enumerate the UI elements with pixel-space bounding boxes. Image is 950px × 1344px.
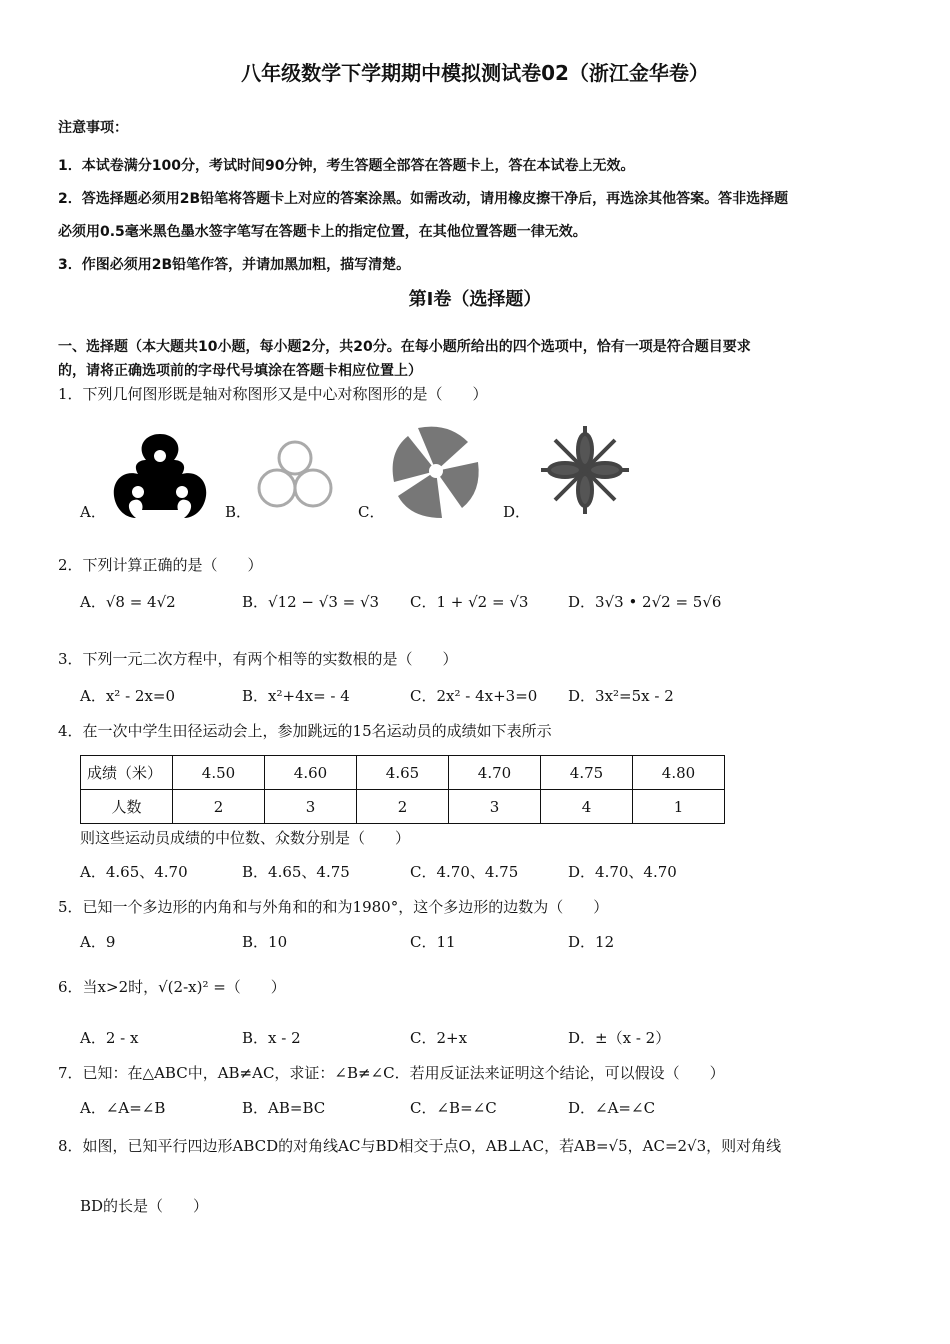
- option-d[interactable]: D．∠A=∠C: [568, 1099, 656, 1117]
- option-c[interactable]: C．4.70、4.75: [410, 863, 519, 881]
- table-cell: 4.65: [357, 756, 449, 790]
- score-table: [80, 755, 725, 824]
- page-title: 八年级数学下学期期中模拟测试卷02（浙江金华卷）: [241, 61, 709, 85]
- option-b[interactable]: B．√12 − √3 = √3: [242, 593, 380, 611]
- option-c[interactable]: C．: [358, 503, 385, 521]
- option-d[interactable]: D．: [503, 503, 531, 521]
- option-b[interactable]: B．x - 2: [242, 1029, 301, 1047]
- option-d[interactable]: D．±（x - 2）: [568, 1029, 671, 1047]
- option-d[interactable]: D．3√3 • 2√2 = 5√6: [568, 593, 722, 611]
- table-cell: 4.50: [173, 756, 265, 790]
- option-a[interactable]: A．9: [80, 933, 116, 951]
- option-a[interactable]: A．2 - x: [80, 1029, 139, 1047]
- table-cell: 4.60: [265, 756, 357, 790]
- notice-item: 2．答选择题必须用2B铅笔将答题卡上对应的答案涂黑。如需改动，请用橡皮擦干净后，再选涂其他答案。答非选择题: [58, 191, 789, 207]
- figure-d-snowflake-icon: [535, 420, 635, 520]
- notice-item: 必须用0.5毫米黑色墨水签字笔写在答题卡上的指定位置，在其他位置答题一律无效。: [58, 224, 587, 240]
- table-cell: 4.75: [541, 756, 633, 790]
- option-a[interactable]: A．4.65、4.70: [80, 863, 188, 881]
- table-cell: 4.80: [633, 756, 725, 790]
- question-8-stem-cont: BD的长是（ ）: [80, 1197, 209, 1215]
- option-a[interactable]: A．∠A=∠B: [80, 1099, 166, 1117]
- option-d[interactable]: D．3x²=5x - 2: [568, 687, 674, 705]
- question-5-stem: 5．已知一个多边形的内角和与外角和的和为1980°，这个多边形的边数为（ ）: [58, 898, 609, 916]
- table-cell: 4.70: [449, 756, 541, 790]
- table-cell: 成绩（米）: [81, 756, 173, 790]
- option-b[interactable]: B．x²+4x= - 4: [242, 687, 350, 705]
- section-title: 第Ⅰ卷（选择题）: [408, 289, 542, 310]
- question-4-stem: 4．在一次中学生田径运动会上，参加跳远的15名运动员的成绩如下表所示: [58, 722, 552, 740]
- question-6-stem: 6．当x>2时，√(2-x)² =（ ）: [58, 978, 286, 996]
- option-b[interactable]: B．10: [242, 933, 288, 951]
- table-cell: 2: [173, 790, 265, 824]
- figure-a-swirl-icon: [112, 430, 208, 522]
- figure-b-trefoil-icon: [255, 438, 335, 512]
- question-2-stem: 2．下列计算正确的是（ ）: [58, 556, 263, 574]
- table-cell: 1: [633, 790, 725, 824]
- question-8-stem: 8．如图，已知平行四边形ABCD的对角线AC与BD相交于点O，AB⊥AC，若AB=√5，AC=2√3，则对角线: [58, 1137, 782, 1155]
- figure-c-fan-icon: [388, 422, 484, 520]
- option-d[interactable]: D．4.70、4.70: [568, 863, 677, 881]
- option-a[interactable]: A．: [80, 503, 106, 521]
- question-1-stem: 1．下列几何图形既是轴对称图形又是中心对称图形的是（ ）: [58, 385, 488, 403]
- table-header-row: [81, 756, 725, 790]
- notice-item: 1．本试卷满分100分，考试时间90分钟，考生答题全部答在答题卡上，答在本试卷上无效。: [58, 158, 635, 174]
- part-instructions: 的，请将正确选项前的字母代号填涂在答题卡相应位置上）: [58, 363, 422, 379]
- option-c[interactable]: C．1 + √2 = √3: [410, 593, 529, 611]
- part-instructions: 一、选择题（本大题共10小题，每小题2分，共20分。在每小题所给出的四个选项中，恰有一项是符合题目要求: [58, 339, 751, 355]
- option-a[interactable]: A．√8 = 4√2: [80, 593, 176, 611]
- table-cell: 4: [541, 790, 633, 824]
- notice-heading: 注意事项：: [58, 120, 128, 136]
- notice-item: 3．作图必须用2B铅笔作答，并请加黑加粗，描写清楚。: [58, 257, 411, 273]
- option-b[interactable]: B．: [225, 503, 252, 521]
- question-3-stem: 3．下列一元二次方程中，有两个相等的实数根的是（ ）: [58, 650, 458, 668]
- table-cell: 2: [357, 790, 449, 824]
- table-row: [81, 790, 725, 824]
- table-cell: 3: [265, 790, 357, 824]
- table-cell: 人数: [81, 790, 173, 824]
- option-c[interactable]: C．2+x: [410, 1029, 468, 1047]
- option-d[interactable]: D．12: [568, 933, 615, 951]
- option-b[interactable]: B．4.65、4.75: [242, 863, 350, 881]
- question-4-follow: 则这些运动员成绩的中位数、众数分别是（ ）: [80, 829, 411, 847]
- option-c[interactable]: C．11: [410, 933, 456, 951]
- table-cell: 3: [449, 790, 541, 824]
- option-c[interactable]: C．∠B=∠C: [410, 1099, 497, 1117]
- option-a[interactable]: A．x² - 2x=0: [80, 687, 176, 705]
- option-c[interactable]: C．2x² - 4x+3=0: [410, 687, 538, 705]
- question-7-stem: 7．已知：在△ABC中，AB≠AC，求证：∠B≠∠C．若用反证法来证明这个结论，可以假设（ ）: [58, 1064, 725, 1082]
- option-b[interactable]: B．AB=BC: [242, 1099, 326, 1117]
